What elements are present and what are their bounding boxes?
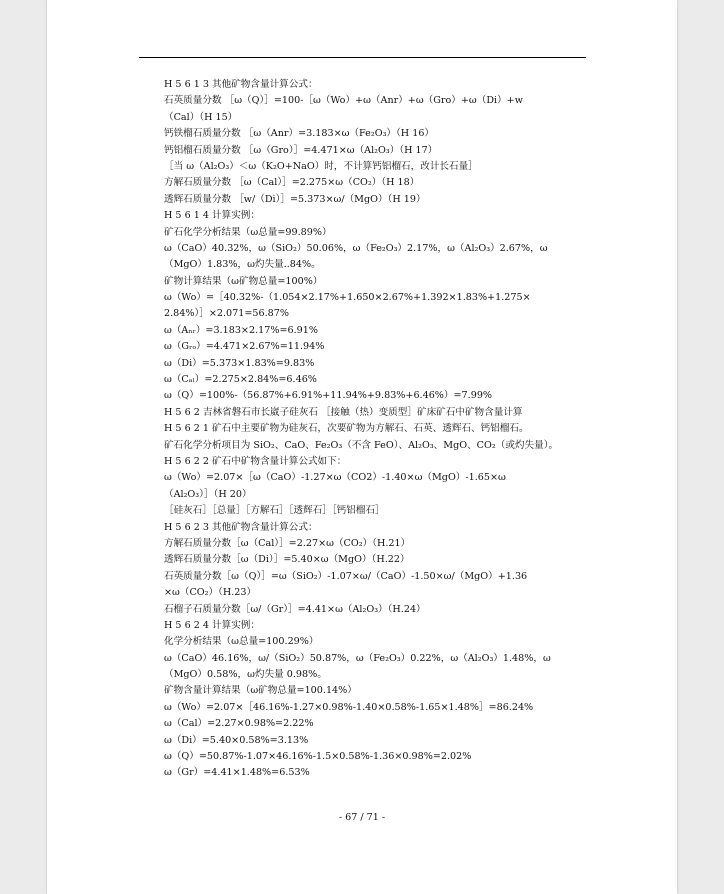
text-line: 透辉石质量分数 ［w/（Di）］=5.373×ω/（MgO）（H 19） [164, 193, 426, 205]
header-rule [139, 57, 586, 58]
text-line: 石英质量分数 ［ω（Q）］=100-［ω（Wo）+ω（Anr）+ω（Gro）+ω（Di）+w [164, 95, 523, 107]
text-line: ω（Wo）=2.07×［ω（CaO）-1.27×ω（CO2）-1.40×ω（MgO）-1.65×ω [164, 472, 506, 484]
text-line: 钙铁榴石质量分数 ［ω（Anr）=3.183×ω（Fe₂O₃）（H 16） [164, 128, 435, 140]
text-line: 矿物计算结果（ω矿物总量=100%） [164, 275, 323, 287]
text-line: 透辉石质量分数［ω（Di）］=5.40×ω（MgO）（H.22） [164, 554, 410, 566]
page-number: - 67 / 71 - [338, 812, 386, 823]
text-line: ×ω（CO₂）（H.23） [164, 587, 257, 599]
text-line: ω（Gr）=4.41×1.48%=6.53% [164, 767, 310, 779]
text-line: 方解石质量分数［ω（Cal）］=2.27×ω（CO₂）（H.21） [164, 537, 411, 549]
document-page [47, 0, 677, 894]
text-line: ω（Aₙᵣ）=3.183×2.17%=6.91% [164, 324, 318, 336]
text-line: H 5 6 1 3 其他矿物含量计算公式： [164, 79, 318, 90]
text-line: 石英质量分数［ω（Q）］=ω（SiO₂）-1.07×ω/（CaO）-1.50×ω/（MgO）+1.36 [164, 570, 528, 582]
text-line: H 5 6 1 4 计算实例： [164, 210, 260, 222]
text-line: ω（Q）=50.87%-1.07×46.16%-1.5×0.58%-1.36×0.98%=2.02% [164, 751, 472, 763]
text-line: ω（CaO）46.16%，ω/（SiO₂）50.87%，ω（Fe₂O₃）0.22%，ω（Al₂O₃）1.48%，ω [164, 652, 551, 664]
text-line: ω（Cal）=2.27×0.98%=2.22% [164, 718, 314, 730]
text-line: ω（Di）=5.373×1.83%=9.83% [164, 357, 315, 369]
text-line: （Al₂O₃）］（H 20） [164, 488, 252, 500]
text-line: ω（Q）=100%-（56.87%+6.91%+11.94%+9.83%+6.46%）=7.99% [164, 390, 493, 402]
text-line: ω（Cₐₗ）=2.275×2.84%=6.46% [164, 374, 317, 386]
text-line: 矿物含量计算结果（ω矿物总量=100.14%） [164, 685, 357, 697]
text-line: （Cal）（H 15） [164, 111, 238, 123]
text-line: ［当 ω（Al₂O₃）＜ω（K₂O+NaO）时，不计算钙铝榴石，改计长石量］ [164, 160, 478, 172]
text-line: 2.84%）］×2.071=56.87% [164, 308, 289, 320]
text-line: H 5 6 2 吉林省磐石市长崴子硅灰石 ［接触（热）变质型］矿床矿石中矿物含量计算 [164, 406, 523, 418]
text-line: H 5 6 2 2 矿石中矿物含量计算公式如下： [164, 455, 347, 467]
document-body [164, 77, 604, 782]
text-line: H 5 6 2 4 计算实例： [164, 619, 260, 631]
text-line: H 5 6 2 1 矿石中主要矿物为硅灰石，次要矿物为方解石、石英、透辉石、钙铝榴石。 [164, 423, 529, 435]
text-line: ω（Gᵣₒ）=4.471×2.67%=11.94% [164, 341, 325, 353]
text-line: ω（Wo）=2.07×［46.16%-1.27×0.98%-1.40×0.58%-1.65×1.48%］=86.24% [164, 701, 534, 713]
text-line: ω（Di）=5.40×0.58%=3.13% [164, 734, 309, 746]
text-line: ω（Wo）=［40.32%-（1.054×2.17%+1.650×2.67%+1.392×1.83%+1.275× [164, 292, 531, 304]
text-line: 矿石化学分析项目为 SiO₂、CaO、Fe₂O₃（不含 FeO）、Al₂O₃、MgO、CO₂（或灼失量）。 [164, 439, 559, 451]
text-line: H 5 6 2 3 其他矿物含量计算公式： [164, 521, 318, 533]
text-line: 钙铝榴石质量分数 ［ω（Gro）］=4.471×ω（Al₂O₃）（H 17） [164, 144, 438, 156]
text-line: 方解石质量分数 ［ω（Cal）］=2.275×ω（CO₂）（H 18） [164, 177, 420, 189]
text-line: （MgO）1.83%，ω灼失量..84%。 [164, 259, 321, 271]
text-line: 化学分析结果（ω总量=100.29%） [164, 636, 319, 648]
text-line: （MgO）0.58%，ω灼失量 0.98%。 [164, 669, 327, 681]
text-line: 石榴子石质量分数［ω/（Gr）］=4.41×ω（Al₂O₃）（H.24） [164, 603, 426, 615]
text-line: 矿石化学分析结果（ω总量=99.89%） [164, 226, 332, 238]
text-line: ω（CaO）40.32%，ω（SiO₂）50.06%，ω（Fe₂O₃）2.17%，ω（Al₂O₃）2.67%，ω [164, 242, 548, 254]
text-line: ［硅灰石］［总量］［方解石］［透辉石］［钙铝榴石］ [164, 505, 385, 517]
